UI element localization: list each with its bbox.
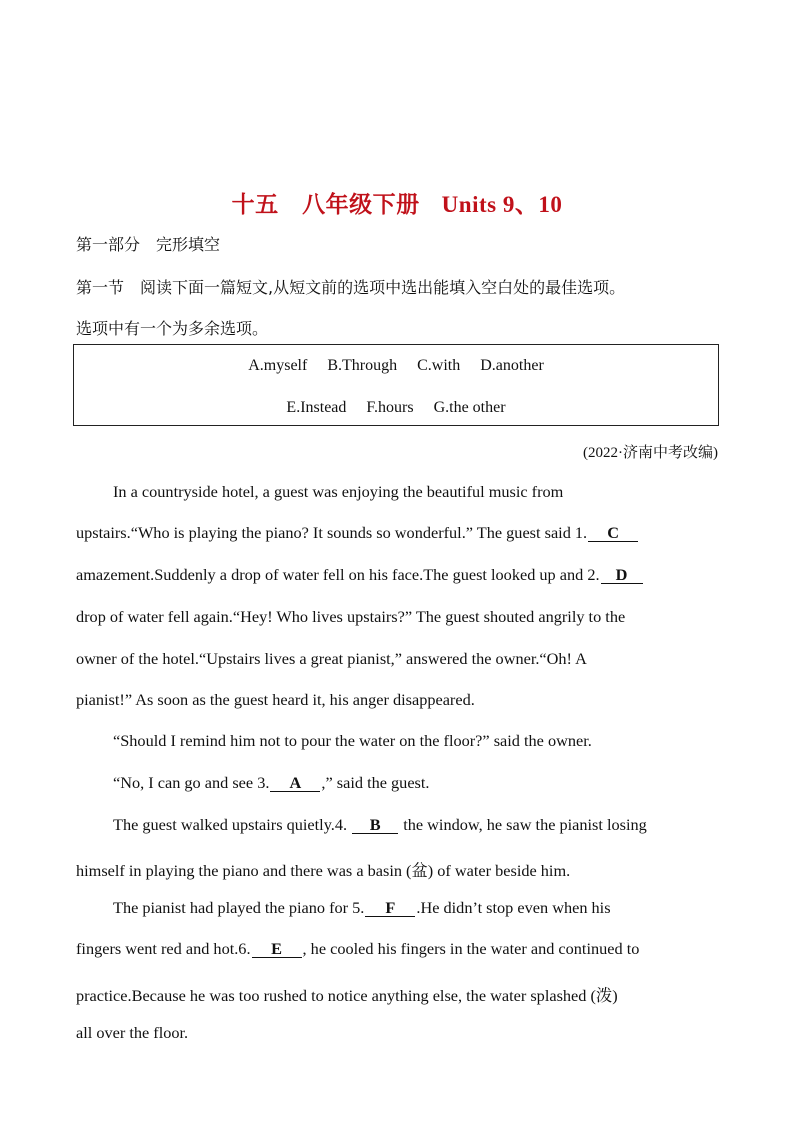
answer-blank-2: D [601,567,643,584]
option-e: E.Instead [286,399,347,416]
passage-line: In a countryside hotel, a guest was enjoying the beautiful music from [113,482,564,501]
answer-blank-3: A [270,775,320,792]
option-b: B.Through [327,357,398,374]
options-box [73,344,719,426]
passage-line: “Should I remind him not to pour the water on the floor?” said the owner. [113,731,592,750]
answer-blank-6: E [252,941,302,958]
passage-line: The guest walked upstairs quietly.4. B the window, he saw the pianist losing [113,815,647,834]
instructions-line-2: 选项中有一个为多余选项。 [76,319,269,338]
option-g: G.the other [433,399,506,416]
passage-line: practice.Because he was too rushed to notice anything else, the water splashed (泼) [76,986,618,1005]
answer-blank-1: C [588,525,638,542]
passage-line: fingers went red and hot.6. E , he cooled his fingers in the water and continued to [76,939,640,958]
instructions-line-1: 第一节 阅读下面一篇短文,从短文前的选项中选出能填入空白处的最佳选项。 [76,278,626,297]
passage-line: all over the floor. [76,1023,189,1042]
passage-line: himself in playing the piano and there was a basin (盆) of water beside him. [76,861,571,880]
passage-line: pianist!” As soon as the guest heard it, his anger disappeared. [76,690,475,709]
title-cn: 十五 八年级下册 [231,192,420,218]
option-a: A.myself [248,357,308,374]
passage-line: upstairs.“Who is playing the piano? It sounds so wonderful.” The guest said 1. C [76,523,639,543]
passage-line: amazement.Suddenly a drop of water fell on his face.The guest looked up and 2. D [76,565,644,585]
options-row-2 [74,399,718,417]
options-row-1 [74,357,718,375]
option-c: C.with [417,357,461,374]
page-title [0,186,794,219]
part-heading: 第一部分 完形填空 [76,235,221,254]
answer-blank-4: B [352,817,398,834]
answer-blank-5: F [365,900,415,917]
option-f: F.hours [366,399,414,416]
option-d: D.another [480,357,544,374]
passage-line: drop of water fell again.“Hey! Who lives upstairs?” The guest shouted angrily to the [76,607,626,626]
passage-line: “No, I can go and see 3. A ,” said the guest. [113,773,430,792]
passage-line: The pianist had played the piano for 5. F .He didn’t stop even when his [113,898,611,917]
source-note: (2022·济南中考改编) [583,445,718,461]
passage-line: owner of the hotel.“Upstairs lives a great pianist,” answered the owner.“Oh! A [76,649,587,668]
title-en: Units 9、10 [441,192,563,217]
